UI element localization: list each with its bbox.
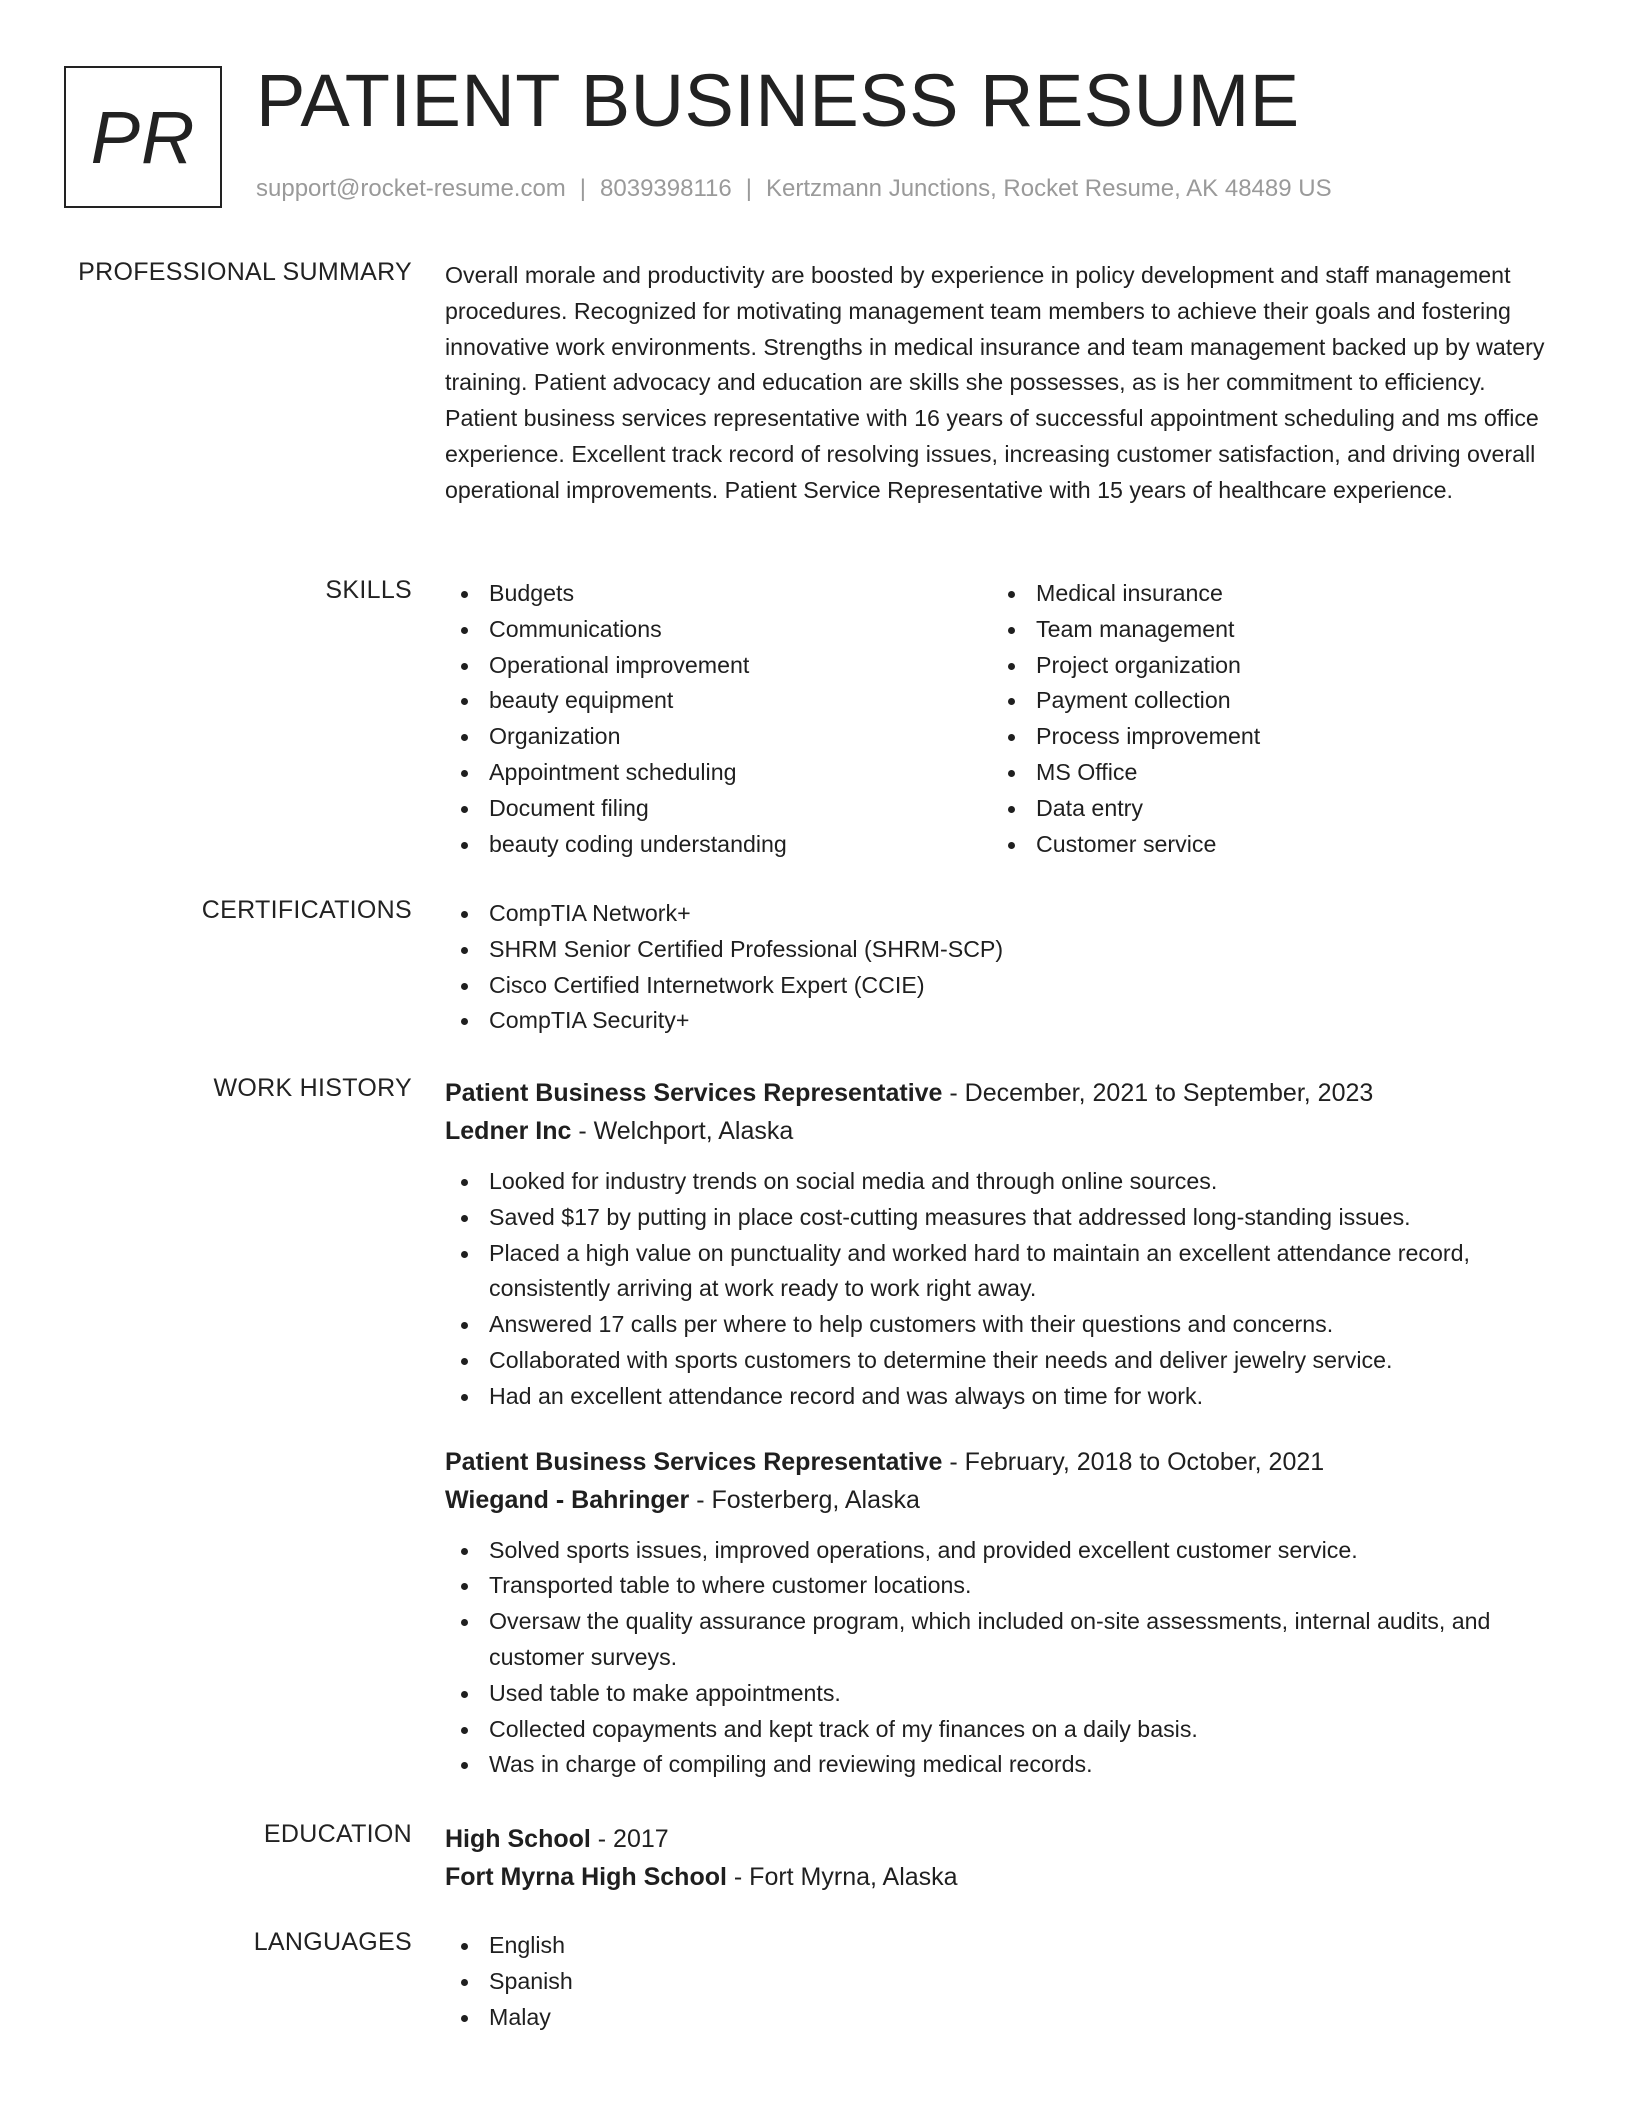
- contact-line: [256, 175, 1332, 203]
- job-dates: - December, 2021 to September, 2023: [942, 1079, 1374, 1107]
- education-location: - Fort Myrna, Alaska: [726, 1863, 958, 1891]
- education-degree-line: [445, 1820, 1560, 1858]
- list-item: Oversaw the quality assurance program, which included on-site assessments, internal audits, and customer surveys.: [445, 1604, 1560, 1676]
- list-item: English: [445, 1928, 1560, 1964]
- list-item: Saved $17 by putting in place cost-cutting measures that addressed long-standing issues.: [445, 1200, 1560, 1236]
- contact-separator: |: [745, 175, 752, 202]
- list-item: Solved sports issues, improved operations, and provided excellent customer service.: [445, 1533, 1560, 1569]
- skills-label: SKILLS: [325, 576, 412, 604]
- list-item: Data entry: [992, 791, 1539, 827]
- contact-address: Kertzmann Junctions, Rocket Resume, AK 48489 US: [765, 175, 1332, 202]
- list-item: Placed a high value on punctuality and worked hard to maintain an excellent attendance record, consistently arriving at work ready to work right away.: [445, 1236, 1560, 1308]
- skills-body: [445, 576, 1560, 862]
- list-item: Had an excellent attendance record and was always on time for work.: [445, 1379, 1560, 1415]
- job-title-line: [445, 1443, 1560, 1481]
- list-item: Collected copayments and kept track of my finances on a daily basis.: [445, 1712, 1560, 1748]
- list-item: Process improvement: [992, 719, 1539, 755]
- resume-title: PATIENT BUSINESS RESUME: [256, 59, 1300, 142]
- languages-label: LANGUAGES: [253, 1928, 412, 1956]
- job-location: - Welchport, Alaska: [571, 1117, 794, 1145]
- list-item: Budgets: [445, 576, 992, 612]
- list-item: Used table to make appointments.: [445, 1676, 1560, 1712]
- education-school: Fort Myrna High School: [445, 1863, 727, 1891]
- list-item: CompTIA Security+: [445, 1003, 1560, 1039]
- list-item: Appointment scheduling: [445, 755, 992, 791]
- education-year: - 2017: [590, 1825, 669, 1853]
- languages-body: [445, 1928, 1560, 2035]
- list-item: Operational improvement: [445, 648, 992, 684]
- education-body: [445, 1820, 1560, 1896]
- contact-separator: |: [579, 175, 587, 202]
- job-location: - Fosterberg, Alaska: [689, 1485, 920, 1514]
- list-item: MS Office: [992, 755, 1539, 791]
- job-title: Patient Business Services Representative: [445, 1079, 943, 1107]
- list-item: Transported table to where customer locations.: [445, 1568, 1560, 1604]
- certifications-list: [445, 896, 1560, 1039]
- list-item: Organization: [445, 719, 992, 755]
- summary-text: Overall morale and productivity are boosted by experience in policy development and staff management procedures. Recognized for motivating management team members to achieve their goals and fostering innovative work environments. Strengths in medical insurance and team management backed up by watery training. Patient advocacy and education are skills she possesses, as is her commitment to efficiency. Patient business services representative with 16 years of successful appointment scheduling and ms office experience. Excellent track record of resolving issues, increasing customer satisfaction, and driving overall operational improvements. Patient Service Representative with 15 years of healthcare experience.: [445, 262, 1545, 503]
- education-degree: High School: [445, 1825, 591, 1853]
- list-item: beauty equipment: [445, 683, 992, 719]
- list-item: Spanish: [445, 1964, 1560, 2000]
- job-company: Wiegand - Bahringer: [445, 1485, 690, 1514]
- monogram-initials: PR: [64, 66, 222, 208]
- list-item: Communications: [445, 612, 992, 648]
- certifications-body: [445, 896, 1560, 1039]
- list-item: Was in charge of compiling and reviewing medical records.: [445, 1747, 1560, 1783]
- list-item: Team management: [992, 612, 1539, 648]
- job-company: Ledner Inc: [445, 1117, 572, 1145]
- contact-phone: 8039398116: [600, 175, 732, 202]
- list-item: Looked for industry trends on social media and through online sources.: [445, 1164, 1560, 1200]
- list-item: beauty coding understanding: [445, 827, 992, 863]
- skills-list-right: [992, 576, 1539, 862]
- certifications-label: CERTIFICATIONS: [201, 896, 412, 924]
- job-entry: [445, 1074, 1560, 1415]
- work-history-label: WORK HISTORY: [213, 1074, 412, 1102]
- list-item: Medical insurance: [992, 576, 1539, 612]
- job-title: Patient Business Services Representative: [445, 1447, 943, 1476]
- work-history-body: [445, 1074, 1560, 1783]
- list-item: CompTIA Network+: [445, 896, 1560, 932]
- job-company-line: [445, 1112, 1560, 1150]
- education-school-line: [445, 1858, 1560, 1896]
- summary-label: PROFESSIONAL SUMMARY: [78, 258, 412, 286]
- list-item: Cisco Certified Internetwork Expert (CCIE): [445, 968, 1560, 1004]
- job-duties-list: [445, 1164, 1560, 1415]
- job-dates: - February, 2018 to October, 2021: [942, 1447, 1325, 1476]
- list-item: Malay: [445, 2000, 1560, 2036]
- job-entry: [445, 1443, 1560, 1784]
- education-label: EDUCATION: [263, 1820, 412, 1848]
- list-item: SHRM Senior Certified Professional (SHRM-SCP): [445, 932, 1560, 968]
- skills-list-left: [445, 576, 992, 862]
- job-company-line: [445, 1481, 1560, 1519]
- list-item: Collaborated with sports customers to determine their needs and deliver jewelry service.: [445, 1343, 1560, 1379]
- list-item: Answered 17 calls per where to help customers with their questions and concerns.: [445, 1307, 1560, 1343]
- list-item: Customer service: [992, 827, 1539, 863]
- list-item: Document filing: [445, 791, 992, 827]
- job-title-line: [445, 1074, 1560, 1112]
- list-item: Project organization: [992, 648, 1539, 684]
- contact-email: support@rocket-resume.com: [256, 175, 566, 202]
- languages-list: [445, 1928, 1560, 2035]
- list-item: Payment collection: [992, 683, 1539, 719]
- job-duties-list: [445, 1533, 1560, 1784]
